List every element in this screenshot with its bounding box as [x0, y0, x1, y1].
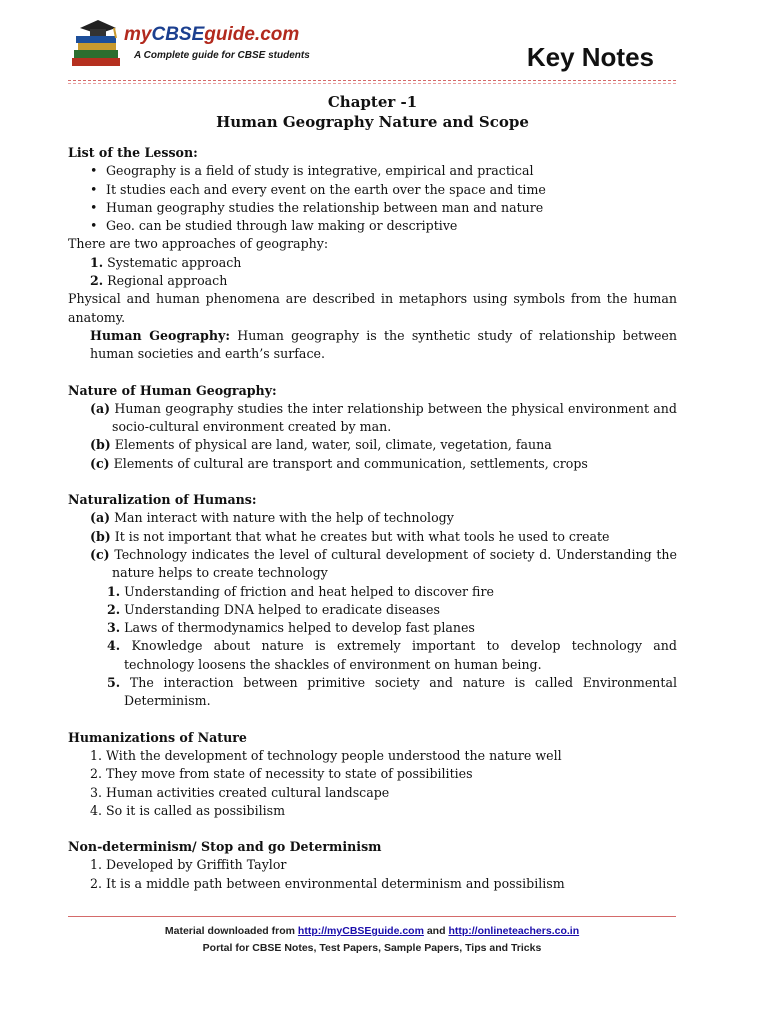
humanization-item: 4. So it is called as possibilism: [90, 802, 286, 818]
naturalization-subitem: 1. Understanding of friction and heat helped to discover fire: [107, 583, 494, 599]
nondeterminism-item: 2. It is a middle path between environmental determinism and possibilism: [90, 875, 565, 891]
naturalization-subitem: 5. The interaction between primitive society and nature is called Environmental Determinism.: [107, 675, 677, 709]
chapter-title: Human Geography Nature and Scope: [216, 113, 529, 131]
bullet-icon: •: [90, 199, 98, 215]
bullet-icon: •: [90, 218, 98, 234]
approaches-intro: There are two approaches of geography:: [68, 236, 329, 252]
lesson-heading: List of the Lesson:: [68, 145, 198, 160]
naturalization-item: (a) Man interact with nature with the help of technology: [90, 510, 454, 526]
approach-item: 1. Systematic approach: [90, 254, 242, 270]
header-divider: [68, 80, 676, 81]
humanization-heading: Humanizations of Nature: [68, 729, 247, 745]
header-divider-secondary: [68, 83, 676, 84]
nondeterminism-heading: Non-determinism/ Stop and go Determinism: [68, 839, 382, 855]
document-body: [68, 92, 677, 893]
humanization-item: 2. They move from state of necessity to state of possibilities: [90, 766, 473, 782]
naturalization-heading: Naturalization of Humans:: [68, 492, 257, 508]
bullet-icon: •: [90, 181, 98, 197]
lesson-bullet: • Human geography studies the relationship between man and nature: [68, 199, 677, 217]
chapter-number: Chapter -1: [327, 93, 418, 111]
nondeterminism-item: 1. Developed by Griffith Taylor: [90, 857, 287, 873]
approach-item: 2. Regional approach: [90, 273, 228, 289]
humanization-item: 3. Human activities created cultural landscape: [90, 784, 390, 800]
lesson-bullet: • It studies each and every event on the earth over the space and time: [68, 181, 677, 199]
naturalization-subitem: 4. Knowledge about nature is extremely important to develop technology and technology loosens the shackles of environment on human being.: [107, 638, 677, 672]
lesson-bullet: • Geo. can be studied through law making or descriptive: [68, 217, 677, 235]
onlineteachers-link[interactable]: http://onlineteachers.co.in: [448, 925, 580, 937]
nature-item: (c) Elements of cultural are transport and communication, settlements, crops: [90, 455, 588, 471]
key-notes-title: Key Notes: [526, 42, 654, 72]
books-graduation-cap-icon: [70, 16, 130, 68]
lesson-bullet: • Geography is a field of study is integrative, empirical and practical: [68, 162, 677, 180]
naturalization-item: (c) Technology indicates the level of cultural development of society d. Understanding the nature helps to create technology: [90, 546, 677, 581]
site-logo[interactable]: [70, 14, 310, 70]
logo-text: myCBSEguide.com: [124, 24, 300, 45]
naturalization-subitem: 2. Understanding DNA helped to eradicate diseases: [107, 601, 440, 617]
footer-line-2: Portal for CBSE Notes, Test Papers, Sample Papers, Tips and Tricks: [202, 942, 542, 954]
footer-divider: [68, 916, 676, 917]
nature-item: (b) Elements of physical are land, water, soil, climate, vegetation, fauna: [90, 437, 552, 453]
humanization-item: 1. With the development of technology people understood the nature well: [90, 747, 562, 763]
mycbseguide-link[interactable]: http://myCBSEguide.com: [297, 925, 424, 937]
footer-line-1: Material downloaded from http://myCBSEguide.com and http://onlineteachers.co.in: [164, 925, 580, 937]
page-header: [0, 0, 768, 84]
logo-tagline: A Complete guide for CBSE students: [134, 50, 310, 61]
naturalization-item: (b) It is not important that what he creates but with what tools he used to create: [90, 528, 610, 544]
nature-item: (a) Human geography studies the inter relationship between the physical environment and socio-cultural environment created by man.: [90, 400, 677, 435]
human-geography-definition: Human Geography: Human geography is the synthetic study of relationship between human societies and earth’s surface.: [90, 327, 677, 362]
bullet-icon: •: [90, 163, 98, 179]
nature-heading: Nature of Human Geography:: [68, 382, 277, 398]
naturalization-subitem: 3. Laws of thermodynamics helped to develop fast planes: [107, 620, 475, 636]
page-footer: [68, 923, 676, 957]
metaphor-paragraph: Physical and human phenomena are described in metaphors using symbols from the human anatomy.: [68, 291, 677, 325]
